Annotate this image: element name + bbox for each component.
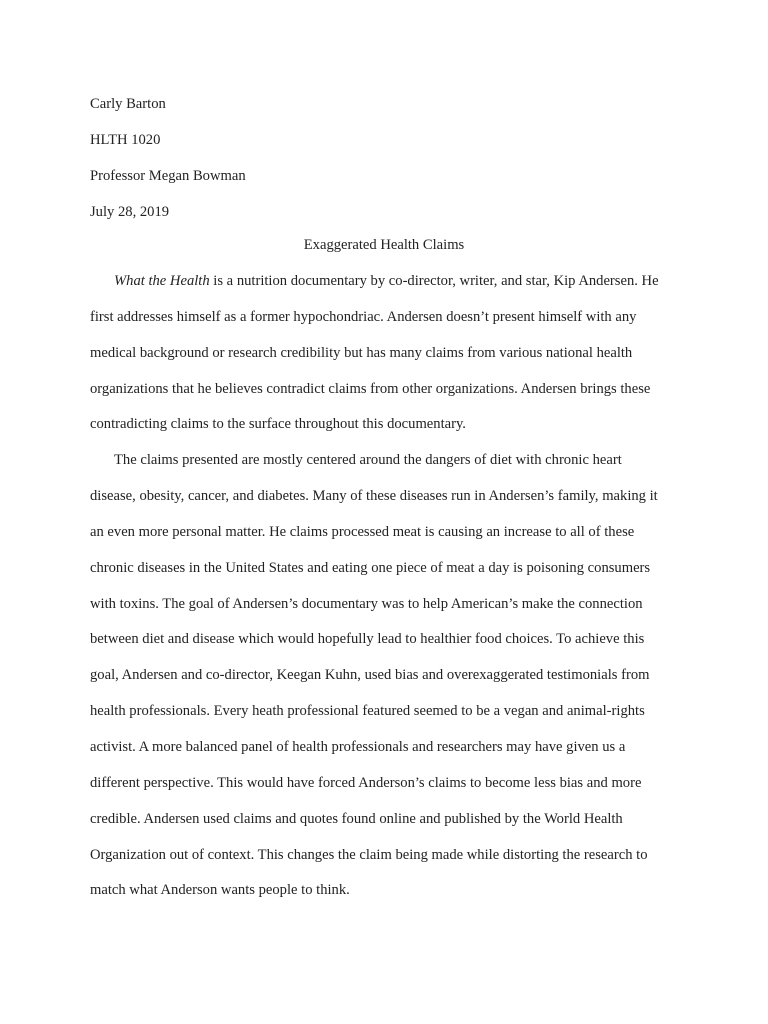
paragraph-1-line-1: [90, 264, 690, 300]
paragraph-2-line-8: health professionals. Every heath professional featured seemed to be a vegan and animal-rights: [90, 703, 645, 720]
paragraph-1-line-1-text: is a nutrition documentary by co-director, writer, and star, Kip Andersen. He: [209, 273, 659, 289]
essay-title: Exaggerated Health Claims: [303, 237, 465, 253]
course-code: HLTH 1020: [90, 132, 161, 148]
paragraph-2-line-13: match what Anderson wants people to think.: [90, 882, 350, 899]
paragraph-2-line-2: disease, obesity, cancer, and diabetes. Many of these diseases run in Andersen’s family, making it: [90, 488, 658, 505]
paragraph-2-line-4: chronic diseases in the United States and eating one piece of meat a day is poisoning consumers: [90, 559, 651, 576]
paragraph-1-line-2: first addresses himself as a former hypochondriac. Andersen doesn’t present himself with any: [90, 308, 637, 325]
paragraph-2-line-12: Organization out of context. This changes the claim being made while distorting the research to: [90, 846, 648, 863]
essay-body: [90, 264, 690, 909]
paragraph-2-line-1: The claims presented are mostly centered around the dangers of diet with chronic heart: [114, 452, 622, 469]
paragraph-2-line-6: between diet and disease which would hopefully lead to healthier food choices. To achieve this: [90, 631, 645, 648]
paragraph-2-line-5: with toxins. The goal of Andersen’s documentary was to help American’s make the connection: [90, 595, 643, 612]
professor-name: Professor Megan Bowman: [90, 168, 246, 184]
paragraph-1-line-4: organizations that he believes contradict claims from other organizations. Andersen brings these: [90, 380, 651, 397]
mla-heading: [90, 86, 690, 230]
paragraph-2-line-11: credible. Andersen used claims and quotes found online and published by the World Health: [90, 810, 623, 827]
paragraph-2-line-7: goal, Andersen and co-director, Keegan Kuhn, used bias and overexaggerated testimonials from: [90, 667, 650, 684]
paragraph-1-line-3: medical background or research credibility but has many claims from various national health: [90, 344, 633, 361]
film-title: What the Health: [114, 273, 210, 289]
paragraph-2-line-10: different perspective. This would have forced Anderson’s claims to become less bias and more: [90, 774, 642, 791]
paragraph-2-line-3: an even more personal matter. He claims processed meat is causing an increase to all of these: [90, 523, 635, 540]
paragraph-2-line-9: activist. A more balanced panel of health professionals and researchers may have given us a: [90, 738, 626, 755]
paragraph-1-line-5: contradicting claims to the surface throughout this documentary.: [90, 416, 466, 433]
student-name: Carly Barton: [90, 96, 166, 112]
submission-date: July 28, 2019: [90, 204, 170, 220]
